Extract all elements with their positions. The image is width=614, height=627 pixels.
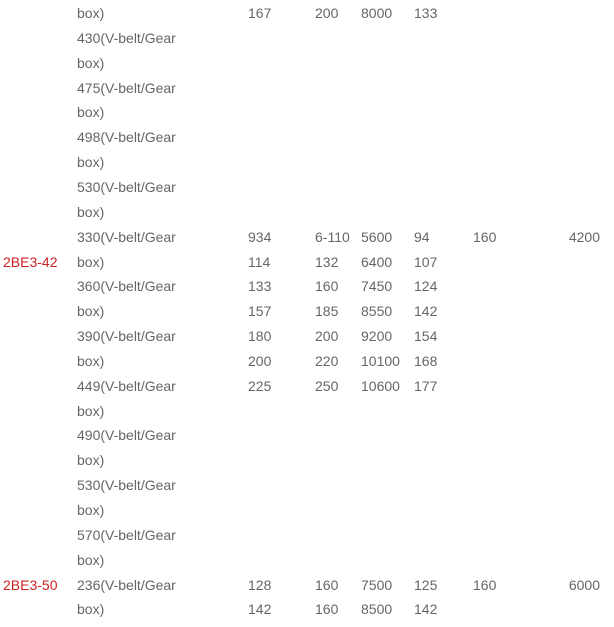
value-cell-1: 114	[248, 253, 271, 270]
value-cell-4: 125	[414, 576, 438, 593]
value-cell-1: 142	[248, 601, 272, 618]
motor-power-cell: 490(V-belt/Gear	[77, 427, 176, 444]
value-cell-2: 250	[315, 377, 339, 394]
value-cell-2: 160	[315, 278, 339, 295]
value-cell-3: 7500	[361, 576, 393, 593]
value-cell-3: 10600	[361, 377, 400, 394]
motor-power-cell: box)	[77, 601, 105, 618]
value-cell-3: 5600	[361, 228, 393, 245]
value-cell-3: 8550	[361, 303, 393, 320]
value-cell-5: 160	[473, 576, 497, 593]
value-cell-4: 107	[414, 253, 438, 270]
value-cell-5: 160	[473, 228, 497, 245]
motor-power-cell: box)	[77, 303, 105, 320]
value-cell-2: 185	[315, 303, 339, 320]
motor-power-cell: 498(V-belt/Gear	[77, 129, 176, 146]
motor-power-cell: 475(V-belt/Gear	[77, 79, 176, 96]
value-cell-3: 10100	[361, 352, 400, 369]
value-cell-4: 142	[414, 303, 438, 320]
motor-power-cell: 360(V-belt/Gear	[77, 278, 176, 295]
motor-power-cell: box)	[77, 502, 105, 518]
model-cell: 2BE3-50	[3, 576, 58, 593]
value-cell-1: 200	[248, 352, 272, 369]
value-cell-1: 167	[248, 5, 272, 21]
value-cell-2: 160	[315, 576, 339, 593]
motor-power-cell: box)	[77, 104, 105, 121]
value-cell-3: 6400	[361, 253, 393, 270]
value-cell-1: 133	[248, 278, 272, 295]
motor-power-cell: box)	[77, 402, 105, 419]
value-cell-4: 154	[414, 328, 438, 345]
value-cell-6: 6000	[568, 576, 600, 593]
value-cell-2: 132	[315, 253, 339, 270]
value-cell-2: 6-110	[315, 228, 350, 245]
motor-power-cell: 530(V-belt/Gear	[77, 178, 176, 195]
motor-power-cell: 390(V-belt/Gear	[77, 328, 176, 345]
motor-power-cell: 430(V-belt/Gear	[77, 29, 176, 46]
value-cell-3: 8000	[361, 5, 393, 21]
motor-power-cell: box)	[77, 551, 105, 568]
motor-power-cell: box)	[77, 54, 105, 71]
motor-power-cell: 530(V-belt/Gear	[77, 477, 176, 494]
value-cell-4: 142	[414, 601, 438, 618]
motor-power-cell: 449(V-belt/Gear	[77, 377, 176, 394]
value-cell-3: 8500	[361, 601, 393, 618]
value-cell-2: 200	[315, 328, 339, 345]
value-cell-2: 200	[315, 5, 339, 21]
value-cell-2: 160	[315, 601, 339, 618]
motor-power-cell: box)	[77, 352, 105, 369]
motor-power-cell: box)	[77, 253, 105, 270]
value-cell-1: 128	[248, 576, 272, 593]
value-cell-4: 94	[414, 228, 430, 245]
value-cell-2: 220	[315, 352, 339, 369]
motor-power-cell: box)	[77, 5, 105, 21]
value-cell-4: 177	[414, 377, 438, 394]
motor-power-cell: box)	[77, 203, 105, 220]
value-cell-4: 124	[414, 278, 438, 295]
value-cell-1: 180	[248, 328, 272, 345]
motor-power-cell: 330(V-belt/Gear	[77, 228, 176, 245]
value-cell-4: 133	[414, 5, 438, 21]
value-cell-1: 934	[248, 228, 272, 245]
value-cell-3: 7450	[361, 278, 393, 295]
motor-power-cell: box)	[77, 154, 105, 171]
motor-power-cell: 236(V-belt/Gear	[77, 576, 176, 593]
value-cell-4: 168	[414, 352, 438, 369]
value-cell-1: 225	[248, 377, 272, 394]
value-cell-6: 4200	[568, 228, 600, 245]
value-cell-3: 9200	[361, 328, 393, 345]
model-cell: 2BE3-42	[3, 253, 58, 270]
motor-power-cell: box)	[77, 452, 105, 469]
value-cell-1: 157	[248, 303, 272, 320]
motor-power-cell: 570(V-belt/Gear	[77, 526, 176, 543]
